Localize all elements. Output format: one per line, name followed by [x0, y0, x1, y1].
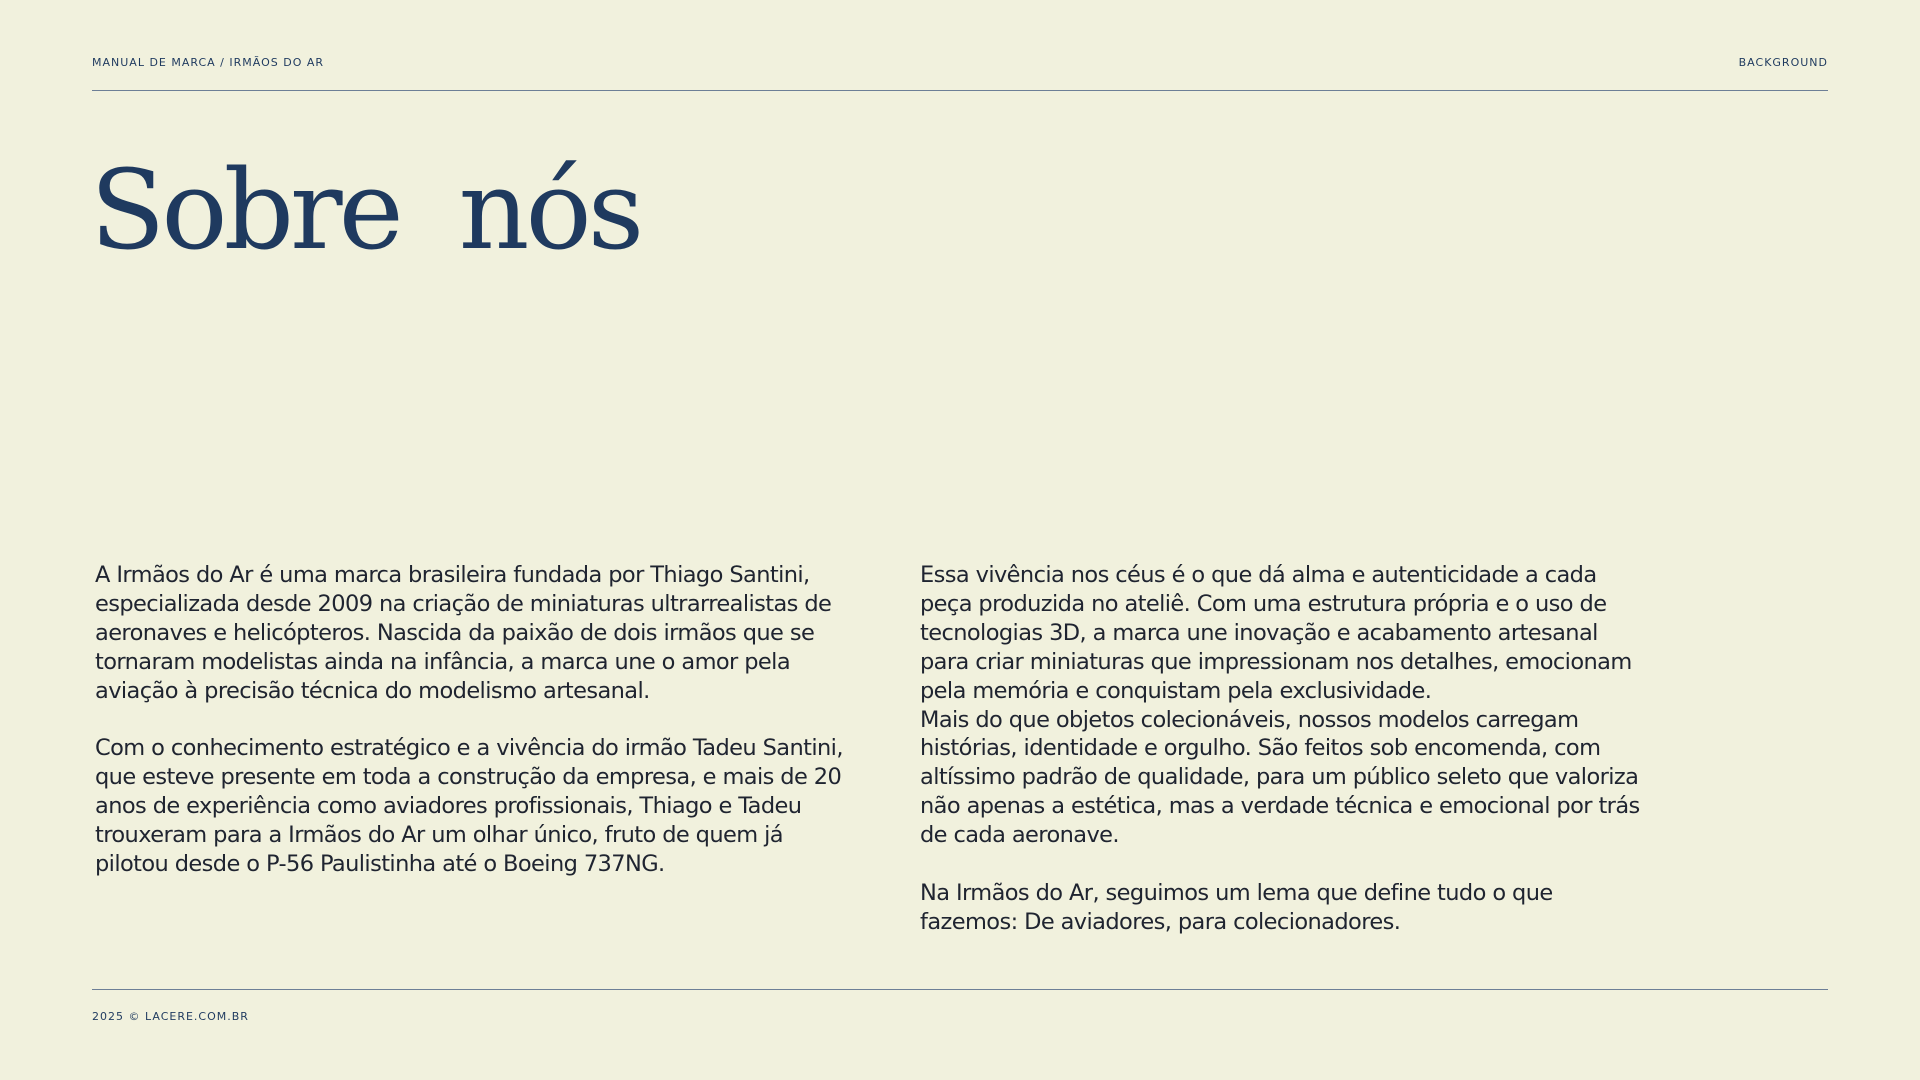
copyright-label: 2025 © LACERE.COM.BR [92, 1010, 249, 1023]
paragraph-founders: Com o conhecimento estratégico e a vivência do irmão Tadeu Santini, que esteve presente em toda a construção da empresa, e mais de 20 anos de experiência como aviadores profissionais, Thiago e Tadeu trouxeram para a Irmãos do Ar um olhar único, fruto de quem já pilotou desde o P-56 Paulistinha até o Boeing 737NG. [95, 735, 843, 878]
paragraph-experience: Essa vivência nos céus é o que dá alma e autenticidade a cada peça produzida no ateliê. Com uma estrutura própria e o uso de tecnologias 3D, a marca une inovação e acabamento artesanal para criar miniaturas que impressionam nos detalhes, emocionam pela memória e conquistam pela exclusividade. [920, 562, 1632, 704]
paragraph-intro: A Irmãos do Ar é uma marca brasileira fundada por Thiago Santini, especializada desde 2009 na criação de miniaturas ultrarrealistas de aeronaves e helicópteros. Nascida da paixão de dois irmãos que se tornaram modelistas ainda na infância, a marca une o amor pela aviação à precisão técnica do modelismo artesanal. [95, 562, 832, 704]
paragraph-collectibles: Mais do que objetos colecionáveis, nossos modelos carregam histórias, identidade e orgulho. São feitos sob encomenda, com altíssimo padrão de qualidade, para um público seleto que valoriza não apenas a estética, mas a verdade técnica e emocional por trás de cada aeronave. [920, 706, 1640, 849]
paragraph-motto: Na Irmãos do Ar, seguimos um lema que define tudo o que fazemos: De aviadores, para colecionadores. [920, 879, 1553, 935]
page-footer [92, 989, 1828, 1023]
page-title: Sobre nós [90, 146, 641, 274]
text-column-right [920, 561, 1640, 966]
section-label: BACKGROUND [1738, 56, 1828, 69]
breadcrumb: MANUAL DE MARCA / IRMÃOS DO AR [92, 56, 325, 69]
text-column-left [95, 561, 855, 908]
page-header [92, 56, 1828, 91]
